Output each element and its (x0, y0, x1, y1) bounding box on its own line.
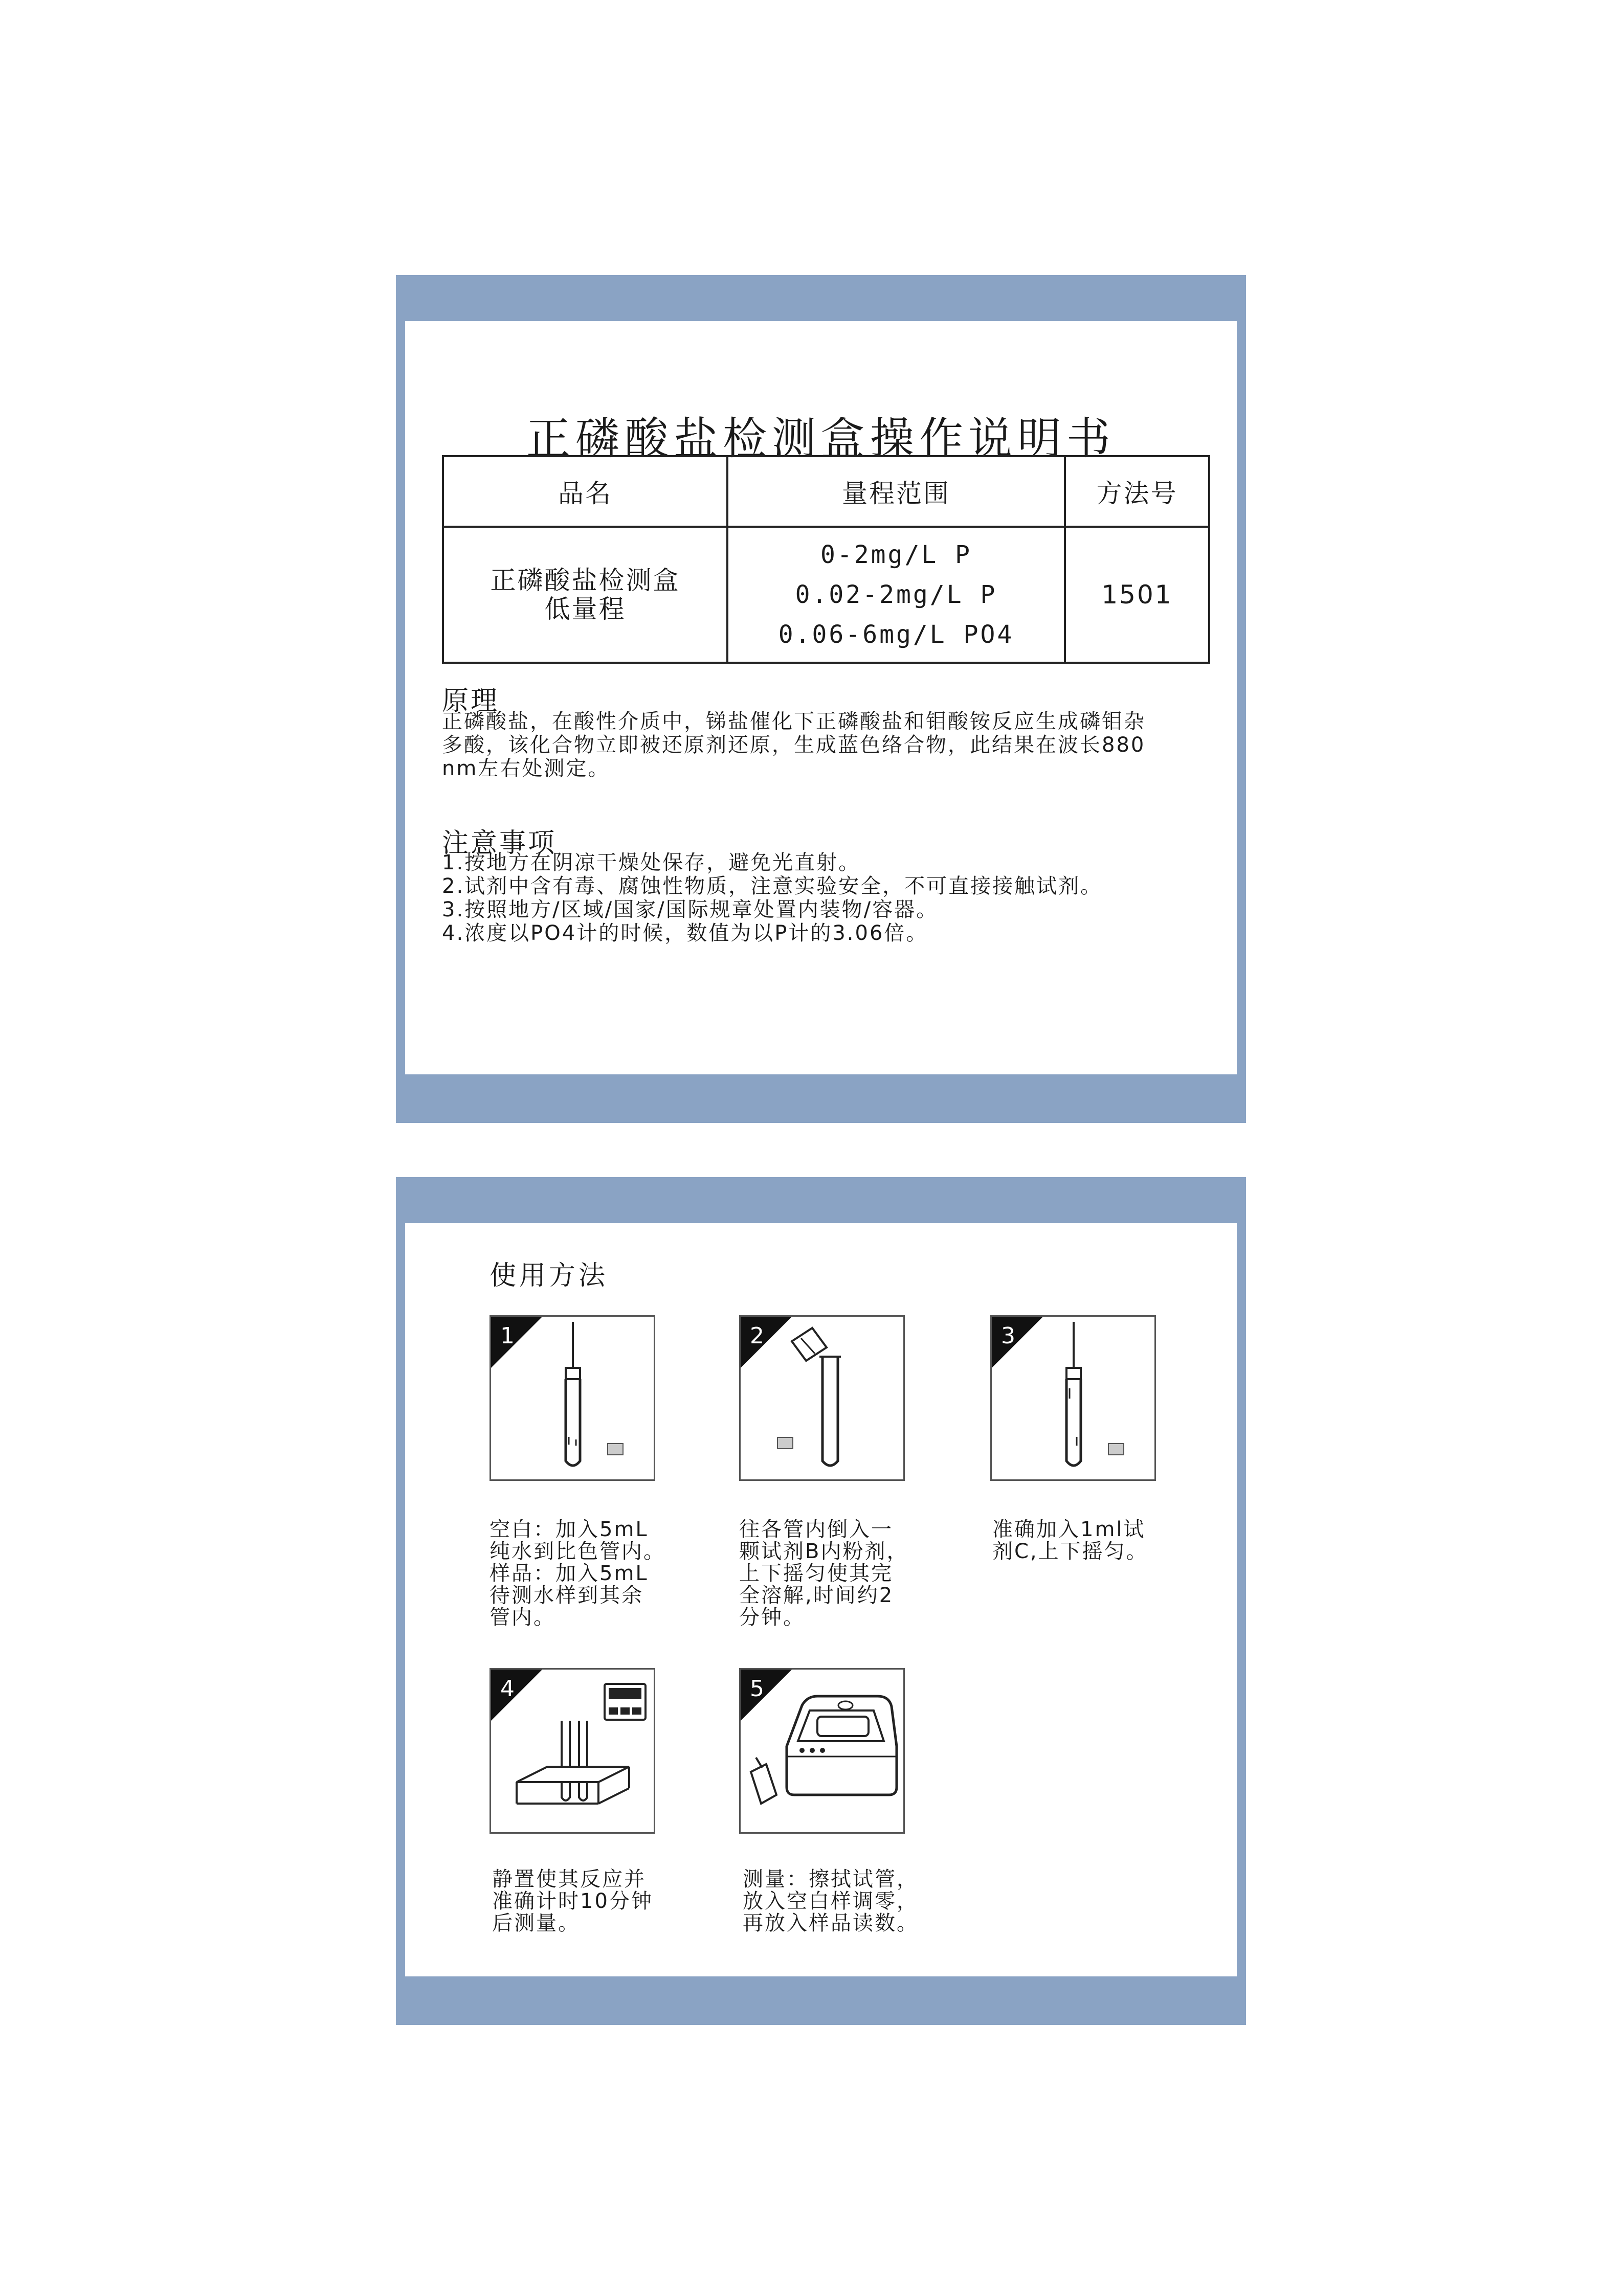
colorimeter-device-icon (741, 1670, 903, 1832)
step-number: 4 (500, 1676, 515, 1702)
step-number: 2 (750, 1323, 764, 1349)
step-3-illustration (990, 1315, 1156, 1481)
usage-heading: 使用方法 (490, 1260, 609, 1291)
step-line: 准确加入1ml试 (992, 1518, 1146, 1541)
cell-method-no: 1501 (1065, 527, 1209, 663)
step-line: 准确计时10分钟 (492, 1889, 653, 1913)
step-line: 静置使其反应并 (492, 1867, 646, 1891)
document-title: 正磷酸盐检测盒操作说明书 (526, 413, 1116, 464)
step-number: 3 (1001, 1323, 1015, 1349)
spec-table-row (443, 527, 1209, 663)
step-5-text (743, 1869, 919, 1934)
step-line: 全溶解,时间约2 (739, 1584, 894, 1607)
panel-content (405, 1223, 1237, 1976)
note-item: 2.试剂中含有毒、腐蚀性物质，注意实验安全，不可直接接触试剂。 (442, 874, 1103, 898)
principle-line: 多酸，该化合物立即被还原剂还原，生成蓝色络合物，此结果在波长880 (442, 733, 1146, 757)
step-1-illustration (490, 1315, 655, 1481)
tube-with-dropper-icon (992, 1317, 1154, 1479)
range-line: 0-2mg/L P (820, 541, 972, 569)
notes-heading: 注意事项 (442, 828, 557, 859)
step-3-text (992, 1519, 1148, 1563)
instruction-panel-top (396, 275, 1246, 1123)
step-line: 测量：擦拭试管， (743, 1867, 919, 1891)
product-name-line: 低量程 (544, 594, 626, 624)
step-number: 1 (500, 1323, 515, 1349)
note-item: 3.按照地方/区域/国家/国际规章处置内装物/容器。 (442, 898, 939, 921)
header-method-no: 方法号 (1065, 456, 1209, 527)
step-line: 后测量。 (492, 1911, 580, 1935)
principle-text (442, 710, 1219, 780)
step-line: 上下摇匀使其完 (739, 1562, 893, 1585)
range-line: 0.02-2mg/L P (795, 580, 997, 609)
panel-content (405, 321, 1237, 1074)
step-4-illustration (490, 1668, 655, 1834)
step-line: 剂C,上下摇匀。 (992, 1540, 1148, 1563)
step-line: 分钟。 (739, 1606, 805, 1629)
step-line: 放入空白样调零， (743, 1889, 919, 1913)
cell-range (727, 527, 1065, 663)
principle-line: 正磷酸盐，在酸性介质中，锑盐催化下正磷酸盐和钼酸铵反应生成磷钼杂 (442, 710, 1146, 733)
principle-heading: 原理 (442, 686, 500, 716)
header-range: 量程范围 (727, 456, 1065, 527)
step-line: 颗试剂B内粉剂， (739, 1540, 909, 1563)
step-line: 管内。 (490, 1606, 555, 1629)
step-line: 往各管内倒入一 (739, 1518, 893, 1541)
step-2-text (739, 1519, 908, 1629)
step-2-illustration (739, 1315, 905, 1481)
tube-with-pipette-icon (491, 1317, 654, 1479)
spec-table (442, 455, 1210, 664)
principle-line: nm左右处测定。 (442, 757, 610, 780)
tube-rack-timer-icon (491, 1670, 654, 1832)
notes-list (442, 851, 1219, 945)
instruction-panel-bottom (396, 1177, 1246, 2025)
step-line: 样品：加入5mL (490, 1562, 649, 1585)
header-product-name: 品名 (443, 456, 727, 527)
spec-table-header-row (443, 456, 1209, 527)
step-5-illustration (739, 1668, 905, 1834)
reagent-packet-tube-icon (741, 1317, 903, 1479)
step-line: 待测水样到其余 (490, 1584, 643, 1607)
step-line: 空白：加入5mL (490, 1518, 649, 1541)
step-line: 再放入样品读数。 (743, 1911, 919, 1935)
cell-product-name (443, 527, 727, 663)
step-line: 纯水到比色管内。 (490, 1540, 665, 1563)
note-item: 4.浓度以PO4计的时候，数值为以P计的3.06倍。 (442, 921, 928, 945)
step-1-text (490, 1519, 665, 1629)
step-number: 5 (750, 1676, 764, 1702)
note-item: 1.按地方在阴凉干燥处保存，避免光直射。 (442, 851, 861, 874)
step-4-text (492, 1869, 653, 1934)
product-name-line: 正磷酸盐检测盒 (490, 566, 680, 595)
range-line: 0.06-6mg/L PO4 (778, 620, 1014, 649)
